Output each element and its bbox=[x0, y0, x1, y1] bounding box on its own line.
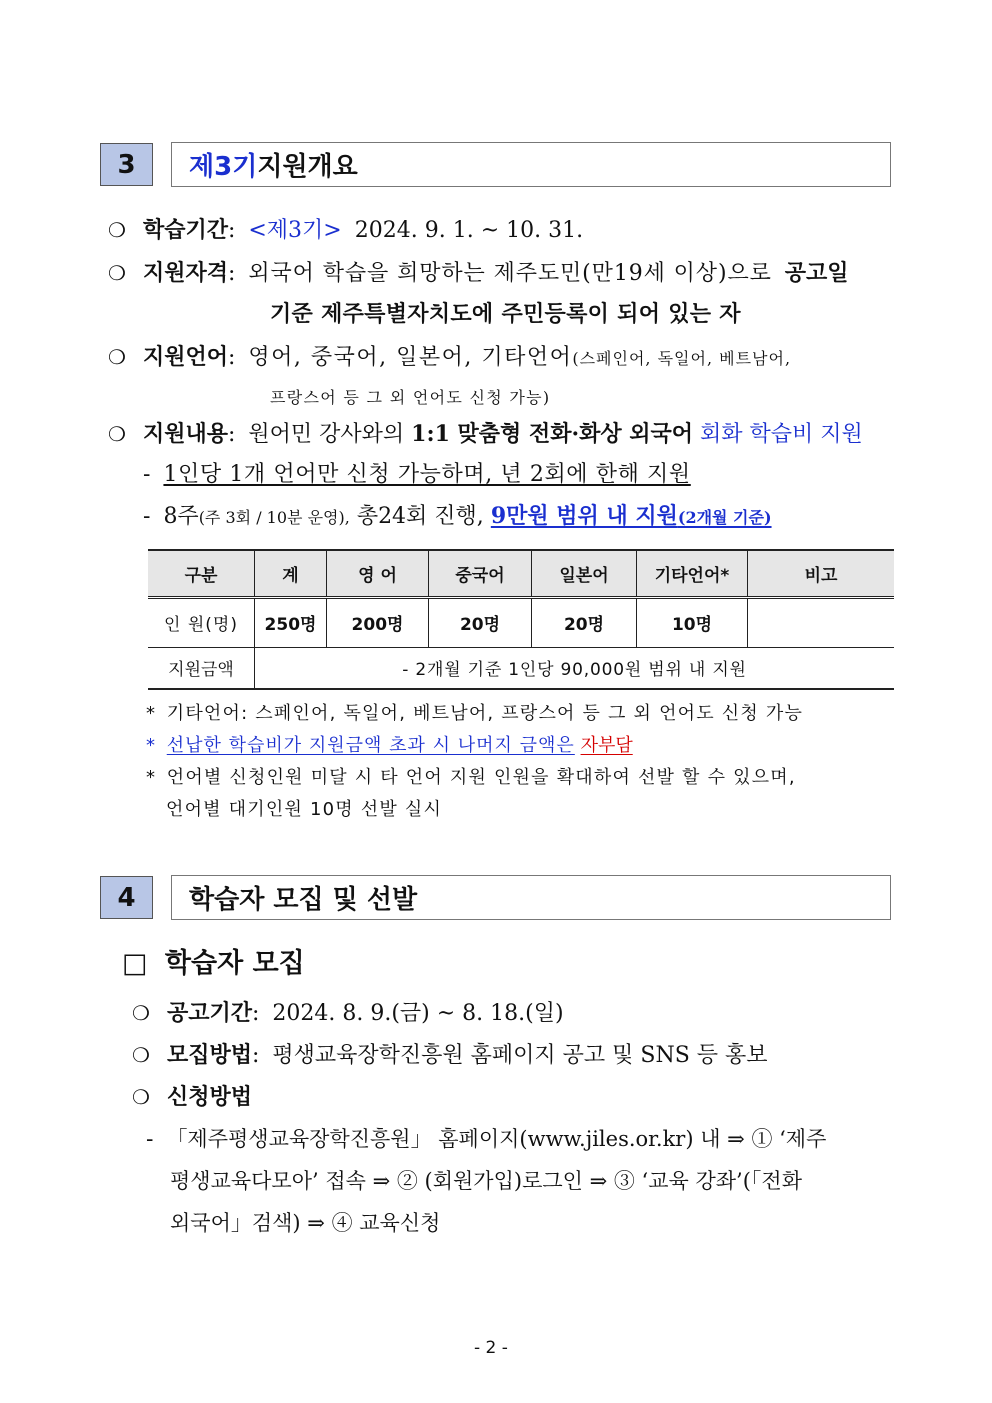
language-small: (스페인어, 독일어, 베트남어, bbox=[572, 349, 792, 368]
bullet-icon: ❍ bbox=[132, 1001, 150, 1025]
qualification-text: 외국어 학습을 희망하는 제주도민(만19세 이상)으로 bbox=[248, 261, 772, 286]
note-2 bbox=[146, 731, 633, 761]
table-cell: 인 원(명) bbox=[164, 615, 238, 635]
dash-line-1-text: 1인당 1개 언어만 신청 가능하며, 년 2회에 한해 지원 bbox=[163, 462, 691, 487]
table-row bbox=[148, 647, 894, 689]
dash-mark: - bbox=[143, 504, 151, 529]
note-1 bbox=[146, 699, 803, 729]
table-header-cell: 계 bbox=[255, 550, 327, 597]
steps-line-2: 평생교육다모아’ 접속 ⇒ ② (회원가입)로그인 ⇒ ③ ‘교육 강좌’(「전화 bbox=[170, 1169, 802, 1193]
language-line bbox=[108, 342, 791, 374]
language-text: 영어, 중국어, 일본어, 기타언어 bbox=[248, 345, 573, 370]
section-3-title-term: 제3기 bbox=[189, 152, 258, 182]
period-tag: <제3기> bbox=[248, 218, 342, 243]
dash-mark: - bbox=[143, 462, 151, 487]
dash-line-2-a: 8주 bbox=[163, 504, 199, 529]
bullet-icon: ❍ bbox=[108, 345, 126, 369]
steps-line-3: 외국어」검색) ⇒ ④ 교육신청 bbox=[170, 1211, 441, 1235]
apply-line bbox=[132, 1082, 252, 1113]
content-label: 지원내용 bbox=[142, 421, 228, 447]
table-cell: - 2개월 기준 1인당 90,000원 범위 내 지원 bbox=[255, 647, 895, 689]
subheading bbox=[122, 946, 305, 982]
note-star: * bbox=[146, 735, 155, 756]
method-value: 평생교육장학진흥원 홈페이지 공고 및 SNS 등 홍보 bbox=[272, 1043, 768, 1068]
bullet-icon: ❍ bbox=[132, 1085, 150, 1109]
section-3-title-rest: 지원개요 bbox=[257, 152, 358, 182]
table-cell: 20명 bbox=[429, 597, 532, 647]
section-4-number: 4 bbox=[100, 876, 153, 919]
content-bold: 1:1 맞춤형 전화·화상 외국어 bbox=[411, 421, 694, 447]
table-cell: 10명 bbox=[637, 597, 748, 647]
table-header-row bbox=[148, 550, 894, 597]
table-cell: 20명 bbox=[532, 597, 637, 647]
qualification-line bbox=[108, 258, 849, 289]
table-header-cell: 기타언어* bbox=[637, 550, 748, 597]
square-icon: □ bbox=[122, 948, 148, 979]
steps-line-1-text: 「제주평생교육장학진흥원」 홈페이지(www.jiles.or.kr) 내 ⇒ ① ‘제주 bbox=[166, 1127, 827, 1151]
method-label: 모집방법 bbox=[166, 1042, 252, 1068]
note-3 bbox=[146, 763, 796, 793]
section-3-number: 3 bbox=[100, 143, 153, 186]
table-cell bbox=[748, 597, 895, 647]
table-header-cell: 중국어 bbox=[429, 550, 532, 597]
section-3-title bbox=[171, 142, 891, 187]
subheading-text: 학습자 모집 bbox=[164, 948, 305, 979]
note-2-red: 자부담 bbox=[580, 735, 633, 756]
table-cell: 250명 bbox=[255, 597, 327, 647]
bullet-icon: ❍ bbox=[132, 1043, 150, 1067]
table-row bbox=[148, 597, 894, 647]
note-2-text: 선납한 학습비가 지원금액 초과 시 나머지 금액은 bbox=[166, 735, 575, 756]
note-star: * bbox=[146, 703, 155, 724]
language-colon: : bbox=[227, 345, 236, 370]
dash-line-2-b: (주 3회 / 10분 운영), bbox=[198, 508, 350, 527]
notice-line bbox=[132, 998, 564, 1029]
apply-label: 신청방법 bbox=[166, 1084, 252, 1110]
qualification-colon: : bbox=[227, 261, 236, 286]
period-label: 학습기간 bbox=[142, 217, 228, 243]
bullet-icon: ❍ bbox=[108, 218, 126, 242]
table-header-cell: 영 어 bbox=[327, 550, 429, 597]
notice-colon: : bbox=[251, 1001, 260, 1026]
steps-line-1 bbox=[146, 1124, 826, 1155]
note-3-text: 언어별 신청인원 미달 시 타 언어 지원 인원을 확대하여 선발 할 수 있으며, bbox=[166, 767, 796, 788]
content-text: 원어민 강사와의 bbox=[248, 422, 405, 447]
period-value: 2024. 9. 1. ~ 10. 31. bbox=[354, 218, 584, 243]
table-header-cell: 비고 bbox=[748, 550, 895, 597]
qualification-bold: 공고일 bbox=[784, 260, 849, 286]
page-number: - 2 - bbox=[474, 1338, 508, 1358]
bullet-icon: ❍ bbox=[108, 422, 126, 446]
section-4-title-text: 학습자 모집 및 선발 bbox=[189, 885, 418, 915]
notice-label: 공고기간 bbox=[166, 1000, 252, 1026]
dash-line-2-d bbox=[491, 503, 772, 529]
section-4-title bbox=[171, 875, 891, 920]
note-3-line-2: 언어별 대기인원 10명 선발 실시 bbox=[166, 799, 443, 820]
language-line-2: 프랑스어 등 그 외 언어도 신청 가능) bbox=[270, 388, 551, 407]
notice-value: 2024. 8. 9.(금) ~ 8. 18.(일) bbox=[272, 1001, 564, 1026]
language-label: 지원언어 bbox=[142, 344, 228, 370]
period-line bbox=[108, 215, 583, 246]
content-line bbox=[108, 419, 863, 450]
qualification-label: 지원자격 bbox=[142, 260, 228, 286]
dash-line-1 bbox=[143, 460, 691, 490]
dash-mark: - bbox=[146, 1127, 154, 1152]
content-colon: : bbox=[227, 422, 236, 447]
method-colon: : bbox=[251, 1043, 260, 1068]
table-header-cell: 일본어 bbox=[532, 550, 637, 597]
note-star: * bbox=[146, 767, 155, 788]
dash-line-2 bbox=[143, 501, 772, 533]
content-blue: 회화 학습비 지원 bbox=[700, 422, 863, 447]
table-cell: 지원금액 bbox=[168, 660, 234, 681]
note-1-text: 기타언어: 스페인어, 독일어, 베트남어, 프랑스어 등 그 외 언어도 신청 가능 bbox=[166, 703, 804, 724]
table-cell: 200명 bbox=[327, 597, 429, 647]
period-colon: : bbox=[227, 218, 236, 243]
dash-line-2-e: (2개월 기준) bbox=[677, 508, 772, 527]
bullet-icon: ❍ bbox=[108, 261, 126, 285]
dash-line-2-d-text: 9만원 범위 내 지원 bbox=[490, 503, 678, 529]
dash-line-2-c: 총24회 진행, bbox=[356, 504, 484, 529]
table-header-cell: 구분 bbox=[184, 565, 218, 586]
qualification-line-2: 기준 제주특별자치도에 주민등록이 되어 있는 자 bbox=[270, 301, 741, 327]
support-table bbox=[148, 549, 894, 690]
method-line bbox=[132, 1040, 768, 1071]
